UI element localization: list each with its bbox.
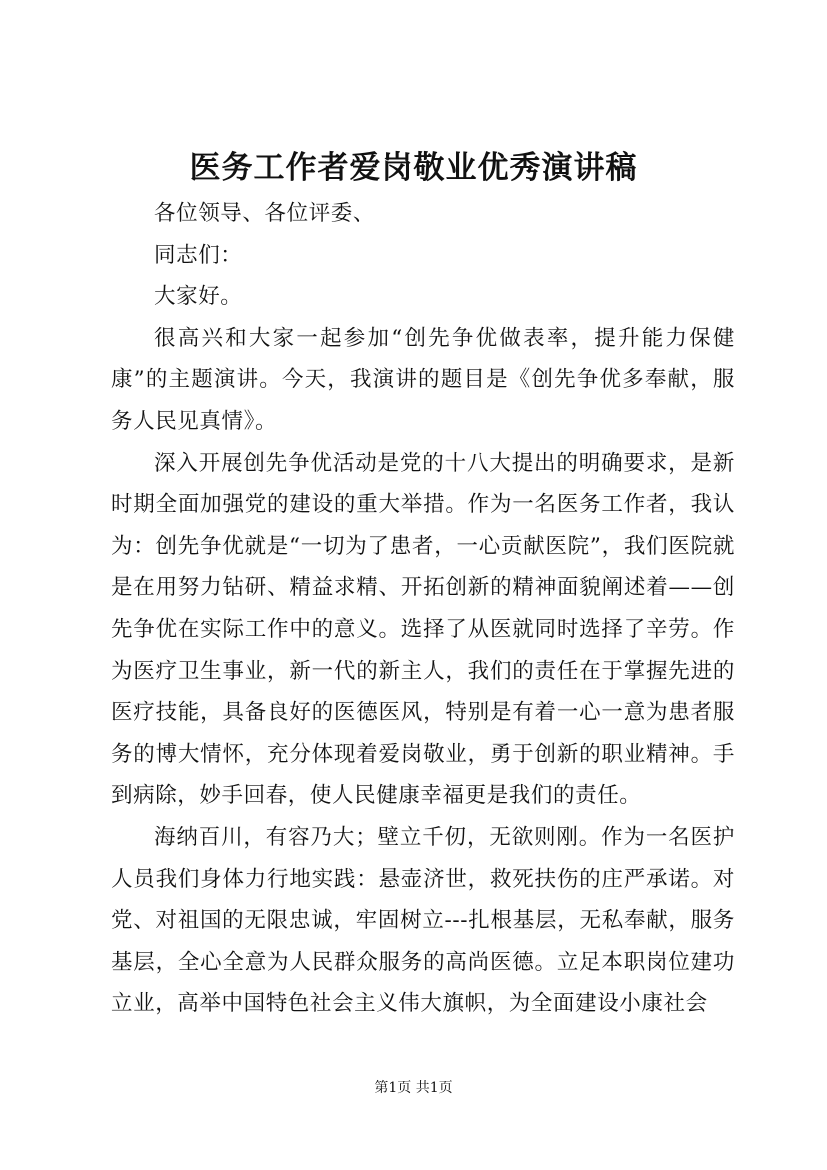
paragraph-continuation: 海纳百川，有容乃大；壁立千仞，无欲则刚。作为一名医护人员我们身体力行地实践：悬壶济世，救死扶伤的庄严承诺。对党、对祖国的无限忠诚，牢固树立---扎根基层，无私奉献，服务基层，全心全意为人民群众服务的高尚医德。立足本职岗位建功立业，高举中国特色社会主义伟大旗帜，为全面建设小康社会: [111, 824, 735, 1017]
paragraph-main: 深入开展创先争优活动是党的十八大提出的明确要求，是新时期全面加强党的建设的重大举措。作为一名医务工作者，我认为：创先争优就是“一切为了患者，一心贡献医院”，我们医院就是在用努力钻研、精益求精、开拓创新的精神面貌阐述着——创先争优在实际工作中的意义。选择了从医就同时选择了辛劳。作为医疗卫生事业，新一代的新主人，我们的责任在于掌握先进的医疗技能，具备良好的医德医风，特别是有着一心一意为患者服务的博大情怀，充分体现着爱岗敬业，勇于创新的职业精神。手到病除，妙手回春，使人民健康幸福更是我们的责任。: [111, 450, 735, 809]
salutation-leaders: 各位领导、各位评委、: [154, 201, 376, 226]
greeting: 大家好。: [154, 284, 243, 310]
document-title: 医务工作者爱岗敬业优秀演讲稿: [189, 150, 638, 186]
page-footer: 第1页 共1页: [374, 1080, 453, 1096]
salutation-comrades: 同志们：: [154, 242, 243, 268]
paragraph-intro: 很高兴和大家一起参加“创先争优做表率，提升能力保健康”的主题演讲。今天，我演讲的题目是《创先争优多奉献，服务人民见真情》。: [111, 325, 735, 434]
document-body: [111, 193, 735, 1025]
